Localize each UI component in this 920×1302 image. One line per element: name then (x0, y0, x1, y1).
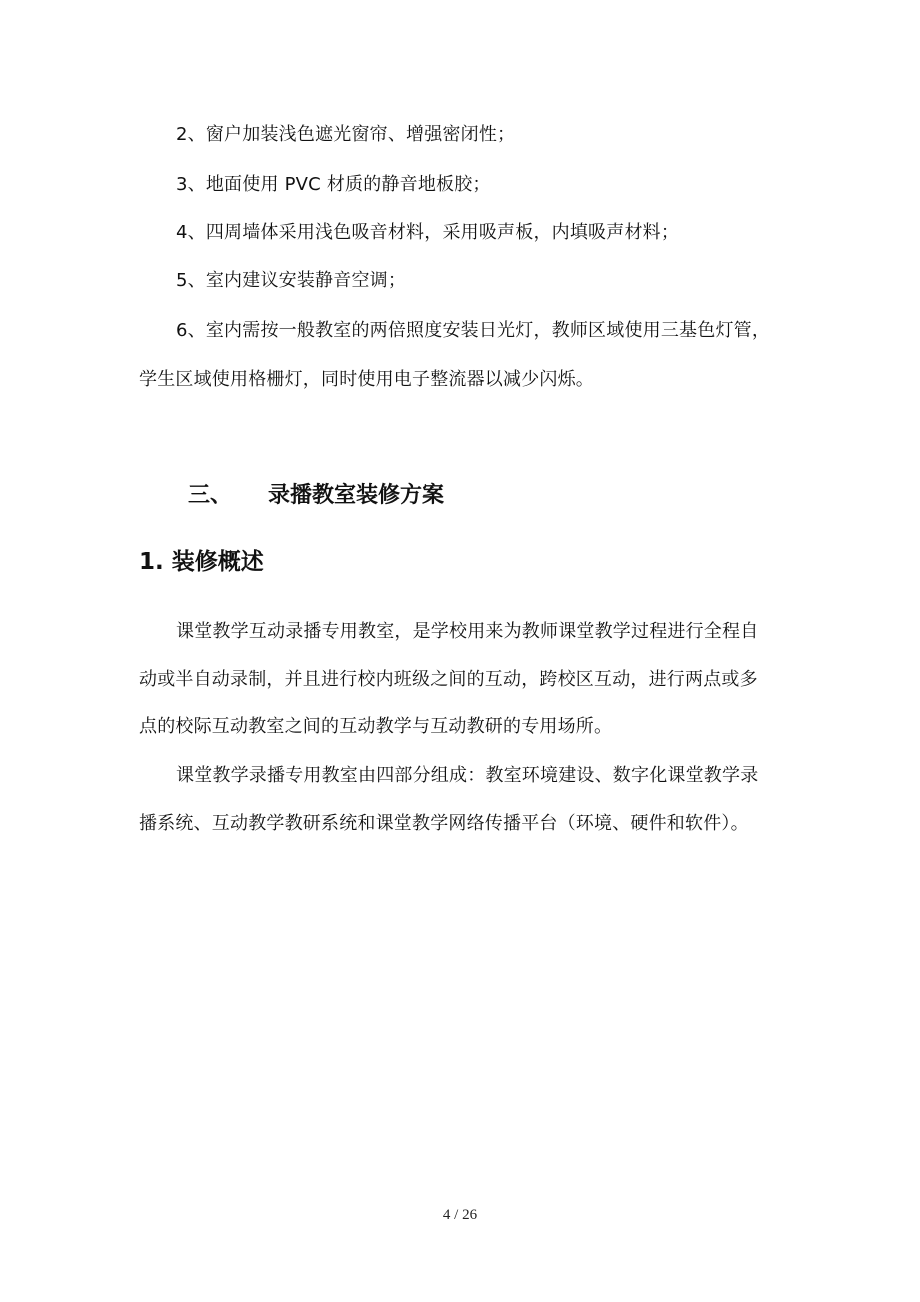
paragraph-2-line-1: 课堂教学录播专用教室由四部分组成：教室环境建设、数字化课堂教学录 (176, 765, 759, 786)
paragraph-1-line-3: 点的校际互动教室之间的互动教学与互动教研的专用场所。 (139, 716, 613, 737)
list-item-4: 4、四周墙体采用浅色吸音材料，采用吸声板，内填吸声材料； (176, 222, 680, 243)
paragraph-2-line-2: 播系统、互动教学教研系统和课堂教学网络传播平台（环境、硬件和软件）。 (139, 813, 749, 834)
list-item-6-line-2: 学生区域使用格栅灯，同时使用电子整流器以减少闪烁。 (139, 369, 594, 390)
paragraph-1-line-2: 动或半自动录制，并且进行校内班级之间的互动，跨校区互动，进行两点或多 (139, 669, 758, 690)
section-title: 录播教室装修方案 (268, 483, 445, 508)
page-number: 4 / 26 (442, 1207, 478, 1223)
paragraph-1-line-1: 课堂教学互动录播专用教室，是学校用来为教师课堂教学过程进行全程自 (176, 621, 759, 642)
list-item-5: 5、室内建议安装静音空调； (176, 270, 407, 291)
section-heading (188, 483, 444, 509)
section-number: 三、 (188, 483, 233, 508)
list-item-6-line-1: 6、室内需按一般教室的两倍照度安装日光灯，教师区域使用三基色灯管， (176, 320, 771, 341)
list-item-3: 3、地面使用 PVC 材质的静音地板胶； (176, 174, 491, 195)
list-item-2: 2、窗户加装浅色遮光窗帘、增强密闭性； (176, 124, 516, 145)
subsection-heading: 1. 装修概述 (139, 549, 264, 575)
